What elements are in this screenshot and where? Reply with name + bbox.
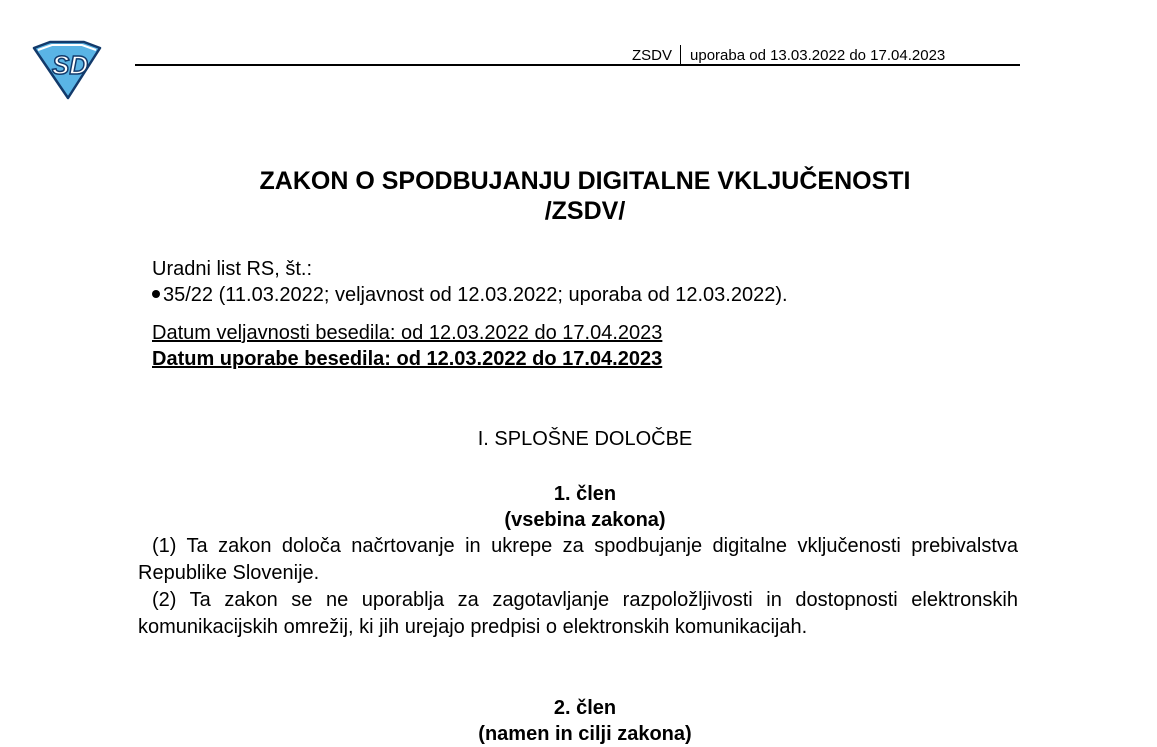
law-title: ZAKON O SPODBUJANJU DIGITALNE VKLJUČENOSTI: [259, 167, 911, 195]
gazette-item-text[interactable]: 35/22 (11.03.2022; veljavnost od 12.03.2022; uporaba od 12.03.2022).: [163, 284, 788, 306]
header-abbr: ZSDV: [632, 47, 673, 64]
gazette-item[interactable]: [152, 283, 788, 307]
bullet-icon: [152, 290, 160, 298]
header-separator: [680, 45, 681, 64]
header-usage-range: uporaba od 13.03.2022 do 17.04.2023: [690, 47, 946, 64]
article-number: 1. člen: [553, 483, 617, 505]
validity-date[interactable]: Datum veljavnosti besedila: od 12.03.2022 do 17.04.2023: [152, 322, 663, 344]
article-number: 2. člen: [553, 697, 617, 719]
shield-logo-icon: [30, 40, 104, 100]
gazette-label: Uradni list RS, št.:: [152, 258, 313, 280]
header-rule: [135, 64, 1020, 66]
article-subtitle: (namen in cilji zakona): [478, 723, 692, 745]
sd-logo: [30, 40, 104, 100]
usage-date[interactable]: Datum uporabe besedila: od 12.03.2022 do 17.04.2023: [152, 348, 663, 370]
chapter-heading: I. SPLOŠNE DOLOČBE: [477, 428, 693, 450]
article-paragraph: (1) Ta zakon določa načrtovanje in ukrepe za spodbujanje digitalne vključenosti prebivalstva Republike Slovenije.: [138, 535, 1018, 584]
law-abbreviation: /ZSDV/: [544, 197, 626, 225]
article-subtitle: (vsebina zakona): [504, 509, 666, 531]
running-header: [632, 45, 945, 64]
article-paragraph: (2) Ta zakon se ne uporablja za zagotavljanje razpoložljivosti in dostopnosti elektronskih komunikacijskih omrežij, ki jih urejajo predpisi o elektronskih komunikacijah.: [138, 589, 1018, 638]
logo-letters: SD: [52, 50, 89, 80]
